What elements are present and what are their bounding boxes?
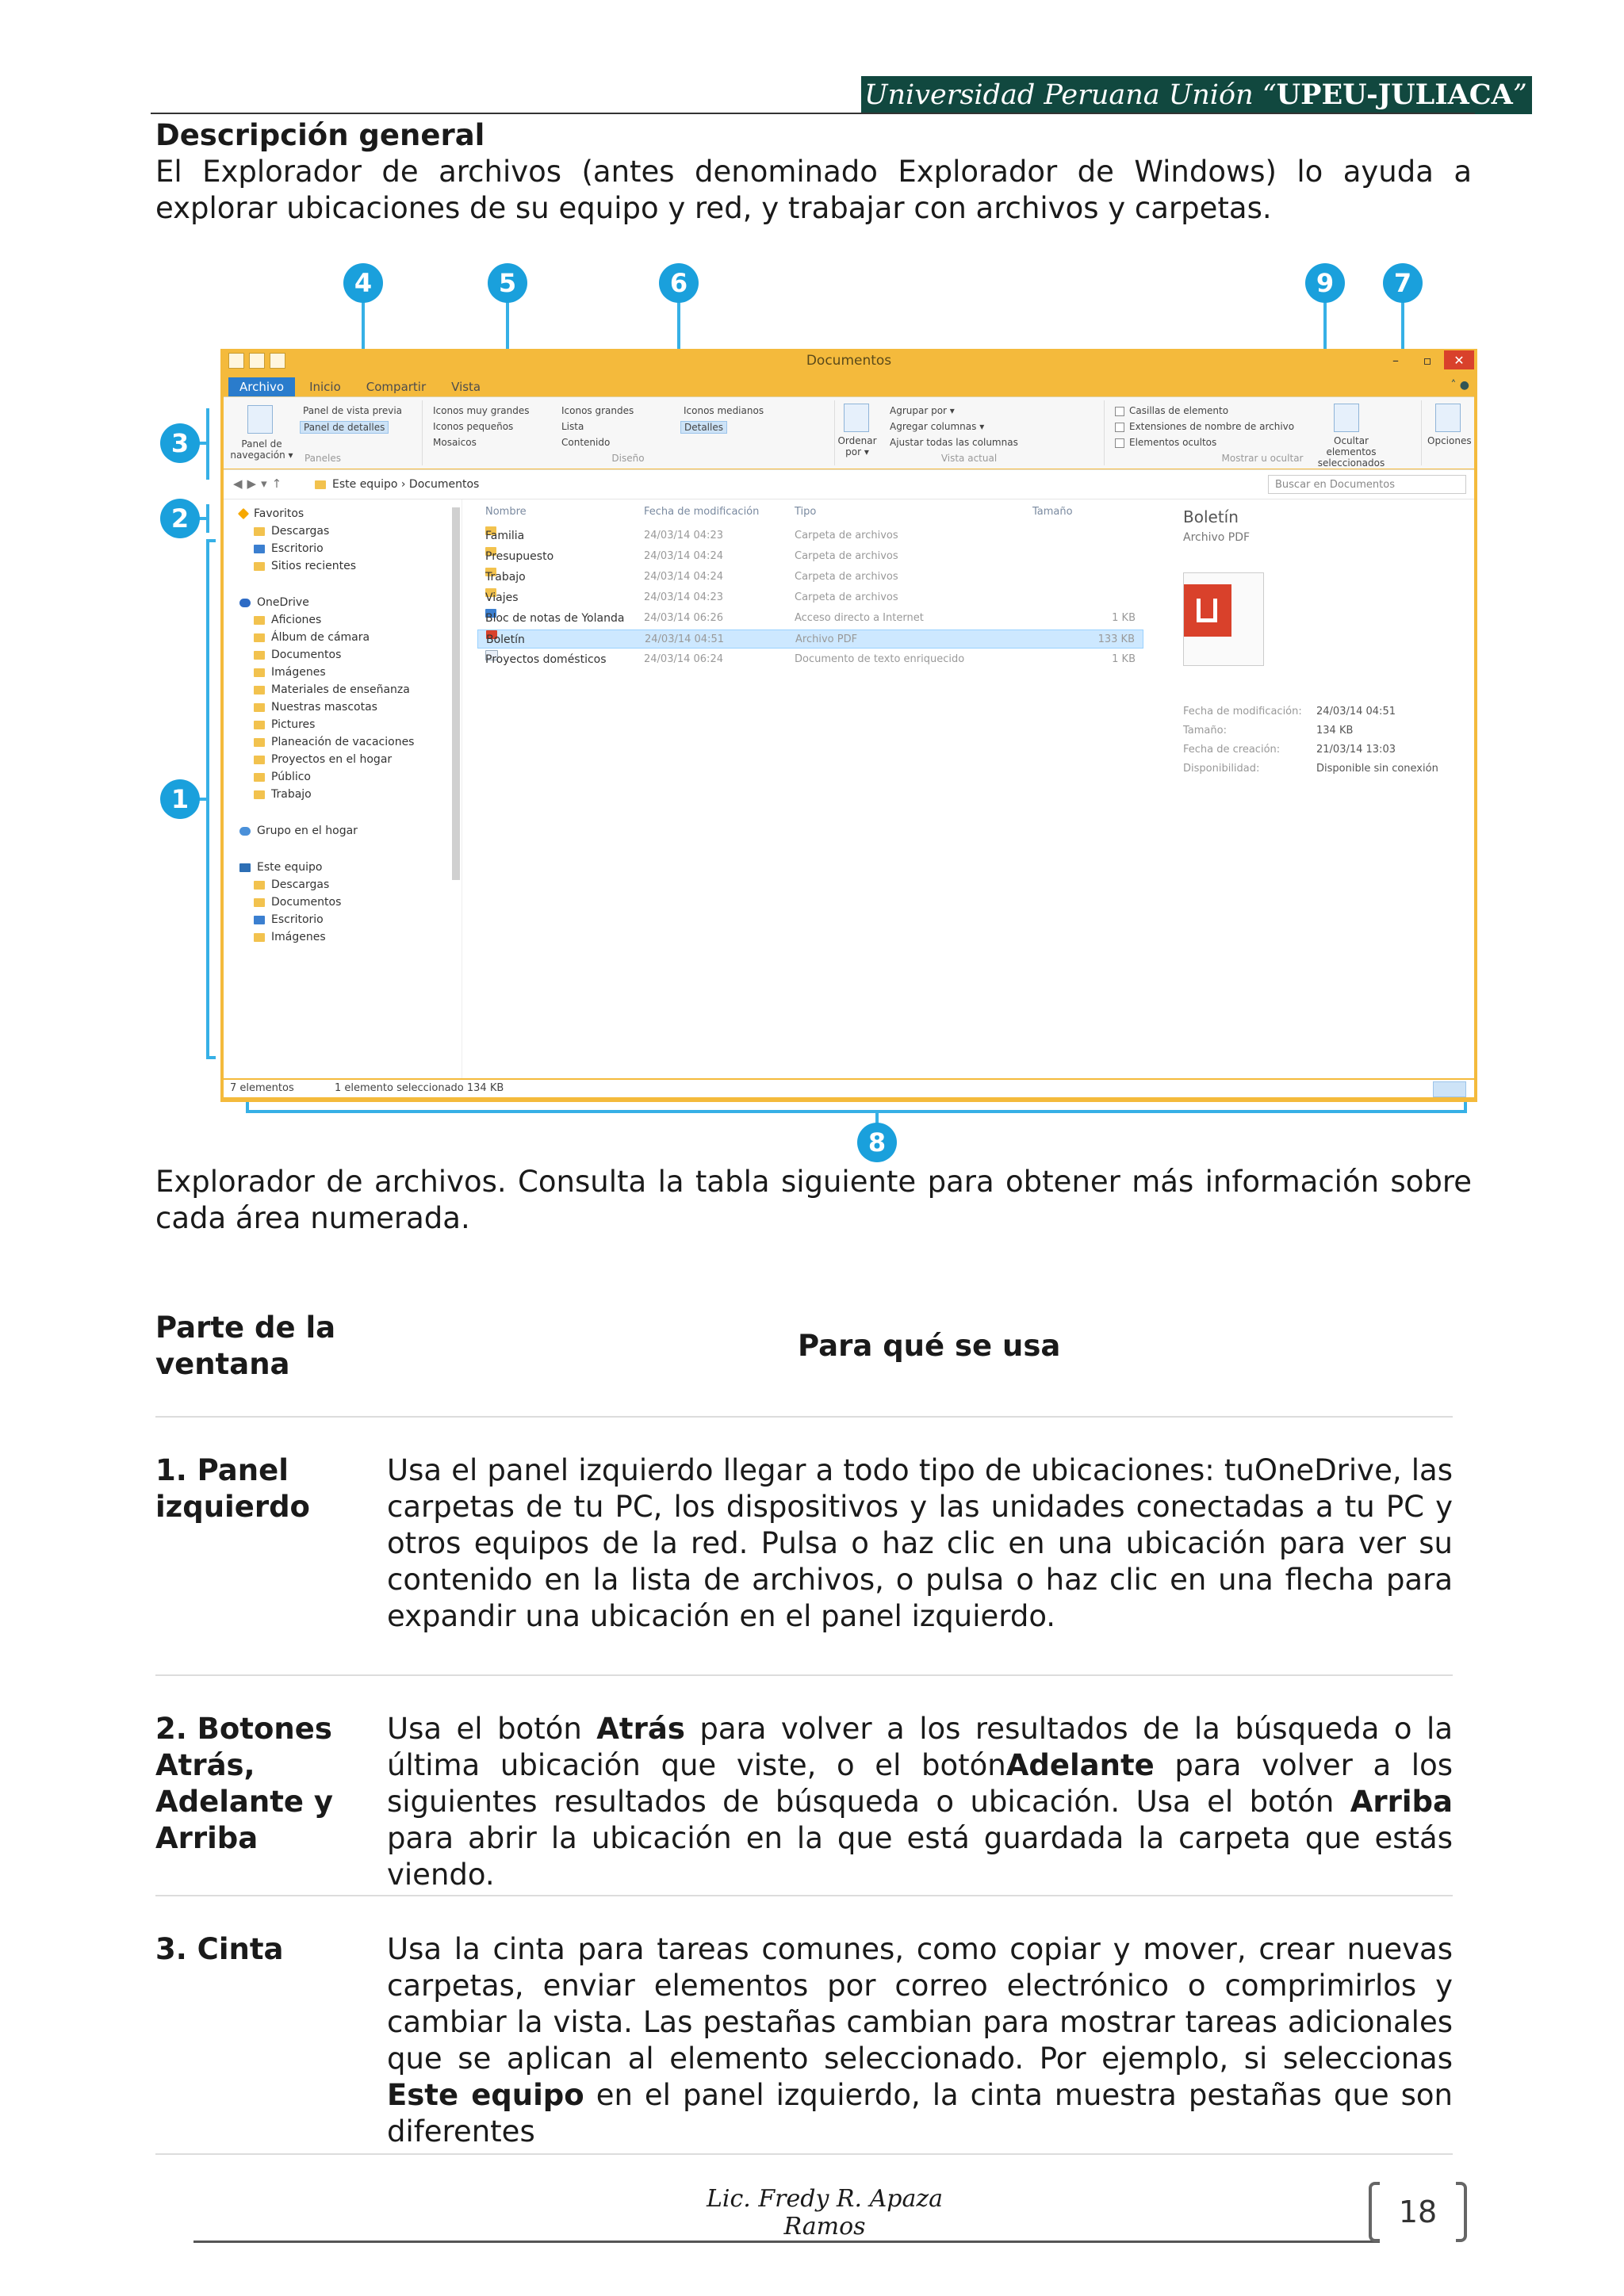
file-row-selected[interactable]: Boletín 24/03/14 04:51 Archivo PDF 133 KB [477,629,1143,649]
intro-paragraph: El Explorador de archivos (antes denominado Explorador de Windows) lo ayuda a explorar ubicaciones de su equipo y red, y trabajar con archivos y carpetas. [155,155,1472,225]
options-icon[interactable] [1435,404,1461,432]
sort-by-icon[interactable] [844,404,869,432]
callout-7: 7 [1383,263,1423,303]
cloud-icon [239,599,251,607]
column-date[interactable]: Fecha de modificación [644,506,760,518]
breadcrumb-root[interactable]: Este equipo [332,478,398,491]
close-icon[interactable]: ✕ [1444,350,1474,369]
details-option[interactable]: Detalles [680,421,727,434]
footer-rule [193,2241,1380,2243]
homegroup-icon [239,827,251,836]
callout-4: 4 [343,263,383,303]
preview-title: Boletín [1183,507,1239,526]
figure-caption: Explorador de archivos. Consulta la tabla siguiente para obtener más información sobre cada área numerada. [155,1165,1472,1235]
folder-icon [254,527,265,536]
callout-9: 9 [1305,263,1345,303]
ribbon-group-layout [422,400,835,465]
nav-recent[interactable]: Sitios recientes [254,560,356,572]
preview-row: Fecha de creación: 21/03/14 13:03 [1183,744,1396,756]
group-label-show-hide: Mostrar u ocultar [1221,453,1304,464]
nav-od-item[interactable]: Nuestras mascotas [254,701,377,714]
page-number-box [1369,2182,1467,2242]
callout-1-top [206,539,216,542]
nav-od-item[interactable]: Imágenes [254,666,326,679]
group-label-current-view: Vista actual [940,453,998,464]
star-icon [238,508,249,519]
ribbon [224,396,1474,469]
preview-row: Disponibilidad: Disponible sin conexión [1183,763,1438,775]
item-checkboxes-toggle[interactable]: Casillas de elemento [1115,405,1228,416]
tab-file[interactable]: Archivo [228,377,295,396]
hidden-items-toggle[interactable]: Elementos ocultos [1115,437,1216,448]
nav-scrollbar[interactable] [452,507,460,880]
file-extensions-toggle[interactable]: Extensiones de nombre de archivo [1115,421,1294,432]
maximize-icon[interactable]: ▫ [1412,350,1442,369]
breadcrumb[interactable]: Este equipo › Documentos [315,475,1306,494]
minimize-icon[interactable]: – [1381,350,1411,369]
status-bar [224,1080,1474,1097]
callout-3-bracket [206,408,209,480]
group-label-panes: Paneles [304,453,341,464]
table-header-part: Parte de la ventana [155,1311,336,1381]
medium-icons-option[interactable]: Iconos medianos [684,405,764,416]
nav-od-item[interactable]: Planeación de vacaciones [254,736,414,748]
callout-2: 2 [160,499,200,538]
nav-pc-item[interactable]: Descargas [254,878,329,891]
navigation-pane-icon[interactable] [247,405,273,434]
nav-pc-item[interactable]: Imágenes [254,931,326,943]
callout-2-bracket [206,504,209,533]
callout-6: 6 [659,263,699,303]
extra-large-icons-option[interactable]: Iconos muy grandes [433,405,530,416]
size-columns-button[interactable]: Ajustar todas las columnas [890,437,1018,448]
explorer-panes [224,499,1474,1078]
add-columns-button[interactable]: Agregar columnas ▾ [890,421,985,432]
breadcrumb-folder[interactable]: Documentos [408,478,480,491]
search-input[interactable]: Buscar en Documentos [1268,475,1466,494]
callout-1-bracket [206,539,209,1059]
recent-icon[interactable]: ▾ [261,476,272,491]
nav-downloads[interactable]: Descargas [254,525,329,538]
folder-icon [254,562,265,571]
window-controls [1381,350,1474,371]
explorer-window [220,349,1477,1102]
nav-pc-item[interactable]: Documentos [254,896,341,909]
view-toggle-icon[interactable] [1433,1081,1466,1097]
status-count: 7 elementos [230,1082,294,1094]
callout-1-bottom [206,1056,216,1059]
preview-row: Fecha de modificación: 24/03/14 04:51 [1183,706,1396,718]
file-explorer-figure [155,254,1503,1165]
list-option[interactable]: Lista [561,421,584,432]
nav-pc-item[interactable]: Escritorio [254,913,324,926]
computer-icon [239,863,251,872]
group-label-layout: Diseño [611,453,645,464]
callout-1: 1 [160,779,200,819]
back-icon[interactable]: ◀ [233,476,247,491]
nav-od-item[interactable]: Proyectos en el hogar [254,753,392,766]
ribbon-group-panes [224,400,423,465]
ribbon-tabs [228,377,492,396]
page-number: 18 [1398,2195,1438,2229]
table-row-part: 3. Cinta [155,1932,284,1966]
forward-icon[interactable]: ▶ [247,476,262,491]
callout-8-bracket [246,1110,1467,1113]
university-banner: Universidad Peruana Unión “UPEU-JULIACA” [861,76,1532,114]
desktop-icon [254,545,265,553]
column-type[interactable]: Tipo [795,506,817,518]
group-by-button[interactable]: Agrupar por ▾ [890,405,955,416]
file-row[interactable]: Viajes 24/03/14 04:23 Carpeta de archivos [477,588,1143,607]
table-row-use: Usa el panel izquierdo llegar a todo tipo de ubicaciones: tuOneDrive, las carpetas de tu PC, los dispositivos y las unidades conectadas a tu PC y otros equipos de la red. Pulsa o haz clic en una ubicación para ver su contenido en la lista de archivos, o pulsa o haz clic en una flecha para expandir una ubicación en el panel izquierdo. [387,1453,1453,1633]
footer-author: Lic. Fredy R. Apaza Ramos [706,2185,944,2241]
nav-favorites[interactable]: Favoritos [239,507,304,520]
nav-od-item[interactable]: Materiales de enseñanza [254,683,410,696]
table-row-use: Usa el botón Atrás para volver a los resultados de la búsqueda o la última ubicación que viste, o el botónAdelante para volver a los siguientes resultados de búsqueda o ubicación. Usa el botón Arriba para abrir la ubicación en la que está guardada la carpeta que estás viendo. [387,1712,1454,1892]
tab-home[interactable]: Inicio [309,380,341,394]
table-rule [155,1674,1453,1676]
window-title: Documentos [806,353,892,369]
preview-row: Tamaño: 134 KB [1183,725,1354,737]
table-row-use: Usa la cinta para tareas comunes, como copiar y mover, crear nuevas carpetas, enviar elementos por correo electrónico o comprimirlos y cambiar la vista. Las pestañas cambian para mostrar tareas adicionales que se aplican al elemento seleccionado. Por ejemplo, si seleccionas Este equipo en el panel izquierdo, la cinta muestra pestañas que son diferentes [387,1932,1453,2149]
pdf-icon [1184,584,1231,637]
options-button[interactable]: Opciones [1427,435,1472,446]
tab-view[interactable]: Vista [451,380,481,394]
callout-3: 3 [160,423,200,463]
table-row-part: 2. Botones Atrás, Adelante y Arriba [155,1712,333,1855]
ribbon-group-options [1421,400,1473,465]
tab-share[interactable]: Compartir [366,380,427,394]
table-header-use: Para qué se usa [798,1329,1061,1363]
file-row[interactable]: Proyectos domésticos 24/03/14 06:24 Documento de texto enriquecido 1 KB [477,650,1143,669]
nav-od-item[interactable]: Aficiones [254,614,321,626]
sort-by-button[interactable]: Ordenar por ▾ [837,435,877,457]
nav-onedrive[interactable]: OneDrive [239,596,309,609]
table-rule [155,1895,1453,1896]
nav-desktop[interactable]: Escritorio [254,542,324,555]
section-heading: Descripción general [155,118,485,152]
status-selected: 1 elemento seleccionado 134 KB [335,1082,504,1094]
navigation-pane [224,499,462,1078]
tiles-option[interactable]: Mosaicos [433,437,477,448]
large-icons-option[interactable]: Iconos grandes [561,405,634,416]
preview-type: Archivo PDF [1183,531,1251,544]
help-icon[interactable]: ˄ ● [1450,379,1469,392]
small-icons-option[interactable]: Iconos pequeños [433,421,514,432]
header-rule [151,113,1475,114]
nav-this-pc[interactable]: Este equipo [239,861,322,874]
file-row[interactable]: Bloc de notas de Yolanda 24/03/14 06:26 Acceso directo a Internet 1 KB [477,609,1143,628]
details-pane-button[interactable]: Panel de detalles [300,421,389,434]
hide-selected-button[interactable]: Ocultar elementos seleccionados [1317,435,1385,469]
preview-pane-button[interactable]: Panel de vista previa [303,405,403,416]
callout-5: 5 [488,263,527,303]
nav-od-item[interactable]: Trabajo [254,788,312,801]
file-row[interactable]: Presupuesto 24/03/14 04:24 Carpeta de archivos [477,547,1143,566]
up-icon[interactable]: ↑ [271,476,287,491]
hide-selected-icon[interactable] [1334,404,1359,432]
ribbon-group-show-hide [1104,400,1422,469]
column-size[interactable]: Tamaño [1032,506,1073,518]
nav-buttons [233,476,286,491]
content-option[interactable]: Contenido [561,437,611,448]
details-pane [1183,499,1474,1078]
table-row-part: 1. Panel izquierdo [155,1453,310,1524]
ribbon-group-current-view [834,400,1105,465]
file-list [477,499,1159,1078]
nav-od-item[interactable]: Documentos [254,649,341,661]
column-name[interactable]: Nombre [485,506,527,518]
callout-8: 8 [857,1123,897,1162]
table-rule [155,1416,1453,1418]
nav-od-item[interactable]: Pictures [254,718,315,731]
nav-od-item[interactable]: Álbum de cámara [254,631,370,644]
address-bar [224,469,1474,499]
pdf-thumbnail [1183,572,1264,666]
navigation-pane-button[interactable]: Panel de navegación ▾ [230,438,293,461]
table-rule [155,2153,1453,2155]
file-row[interactable]: Familia 24/03/14 04:23 Carpeta de archivos [477,526,1143,545]
nav-homegroup[interactable]: Grupo en el hogar [239,825,358,837]
nav-od-item[interactable]: Público [254,771,311,783]
file-row[interactable]: Trabajo 24/03/14 04:24 Carpeta de archivos [477,568,1143,587]
